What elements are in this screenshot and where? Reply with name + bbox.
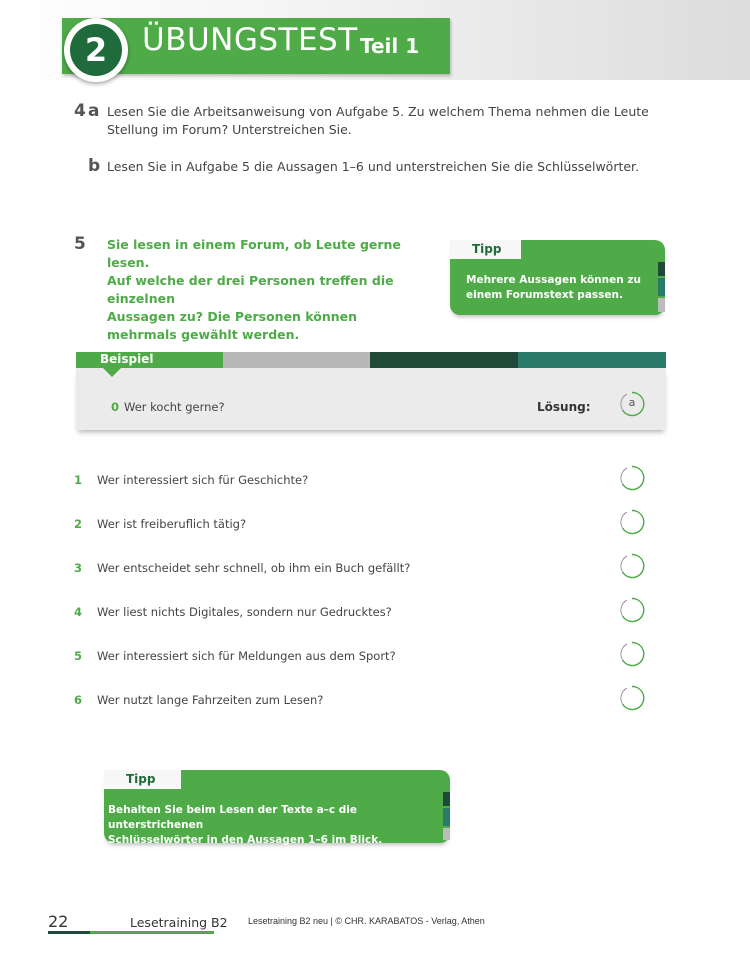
exercise-4a-line2: Stellung im Forum? Unterstreichen Sie.: [107, 122, 352, 137]
answer-3-circle-icon[interactable]: [619, 553, 645, 579]
solution-value: a: [628, 396, 636, 409]
footer-book-title: Lesetraining B2: [130, 915, 228, 930]
tipp-text-2: [108, 803, 450, 848]
tipp-text-1: [466, 273, 641, 303]
example-bar-gray: [223, 352, 370, 368]
question-6-number: 6: [74, 693, 83, 707]
tipp-box-2: [104, 770, 450, 846]
tipp-2-stripe-gray: [443, 828, 450, 840]
tipp-1-stripe-teal: [658, 278, 665, 296]
exercise-5-number: 5: [74, 234, 86, 254]
tipp-2-stripe-teal: [443, 808, 450, 826]
footer-line-dark: [48, 931, 90, 934]
tipp-1-stripe-gray: [658, 298, 665, 312]
tipp-label-2: Tipp: [104, 770, 181, 789]
example-bar-dark: [370, 352, 518, 368]
page-number: 22: [48, 912, 69, 931]
instruction-line-2: Auf welche der drei Personen treffen die einzelnen: [107, 273, 394, 306]
question-2-text: Wer ist freiberuflich tätig?: [97, 517, 247, 531]
tipp-2-line1: Behalten Sie beim Lesen der Texte a–c die unterstrichenen: [108, 804, 358, 831]
exercise-4-number: 4: [74, 101, 86, 121]
answer-1-circle-icon[interactable]: [619, 465, 645, 491]
section-number-badge: [64, 18, 128, 82]
exercise-4b-text: Lesen Sie in Aufgabe 5 die Aussagen 1–6 und unterstreichen Sie die Schlüsselwörter.: [107, 159, 640, 174]
question-5-number: 5: [74, 649, 83, 663]
example-question: Wer kocht gerne?: [124, 400, 225, 414]
tipp-1-line2: einem Forumstext passen.: [466, 289, 623, 301]
tipp-2-stripe-dark: [443, 792, 450, 806]
section-number: 2: [70, 24, 122, 76]
section-part: Teil 1: [360, 34, 420, 58]
answer-6-circle-icon[interactable]: [619, 685, 645, 711]
footer-line-green: [90, 931, 214, 934]
question-1-text: Wer interessiert sich für Geschichte?: [97, 473, 309, 487]
instruction-line-4: mehrmals gewählt werden.: [107, 327, 300, 342]
example-label: Beispiel: [100, 352, 154, 366]
example-number: 0: [111, 400, 120, 414]
solution-circle-icon: [619, 391, 645, 417]
tipp-box-1: [450, 240, 665, 315]
footer-copyright: Lesetraining B2 neu | © CHR. KARABATOS - Verlag, Athen: [248, 916, 485, 926]
answer-5-circle-icon[interactable]: [619, 641, 645, 667]
tipp-2-line2: Schlüsselwörter in den Aussagen 1–6 im Blick.: [108, 834, 383, 846]
exercise-4b-letter: b: [88, 156, 101, 176]
tipp-label-1: Tipp: [450, 240, 521, 259]
example-bar-teal: [518, 352, 666, 368]
question-1-number: 1: [74, 473, 83, 487]
question-4-text: Wer liest nichts Digitales, sondern nur Gedrucktes?: [97, 605, 392, 619]
section-title: ÜBUNGSTEST: [142, 22, 358, 58]
exercise-4a-line1: Lesen Sie die Arbeitsanweisung von Aufgabe 5. Zu welchem Thema nehmen die Leute: [107, 104, 649, 119]
example-pointer: [103, 368, 121, 377]
exercise-5-instruction: [107, 236, 427, 344]
question-5-text: Wer interessiert sich für Meldungen aus dem Sport?: [97, 649, 396, 663]
tipp-1-stripe-dark: [658, 262, 665, 276]
instruction-line-3: Aussagen zu? Die Personen können: [107, 309, 358, 324]
question-3-number: 3: [74, 561, 83, 575]
instruction-line-1: Sie lesen in einem Forum, ob Leute gerne lesen.: [107, 237, 401, 270]
solution-label: Lösung:: [537, 400, 591, 414]
tipp-1-line1: Mehrere Aussagen können zu: [466, 274, 641, 286]
exercise-4a-text: [107, 103, 649, 139]
question-3-text: Wer entscheidet sehr schnell, ob ihm ein Buch gefällt?: [97, 561, 411, 575]
question-4-number: 4: [74, 605, 83, 619]
example-area: [76, 368, 666, 430]
question-6-text: Wer nutzt lange Fahrzeiten zum Lesen?: [97, 693, 324, 707]
answer-4-circle-icon[interactable]: [619, 597, 645, 623]
question-2-number: 2: [74, 517, 83, 531]
exercise-4a-letter: a: [88, 101, 100, 121]
answer-2-circle-icon[interactable]: [619, 509, 645, 535]
